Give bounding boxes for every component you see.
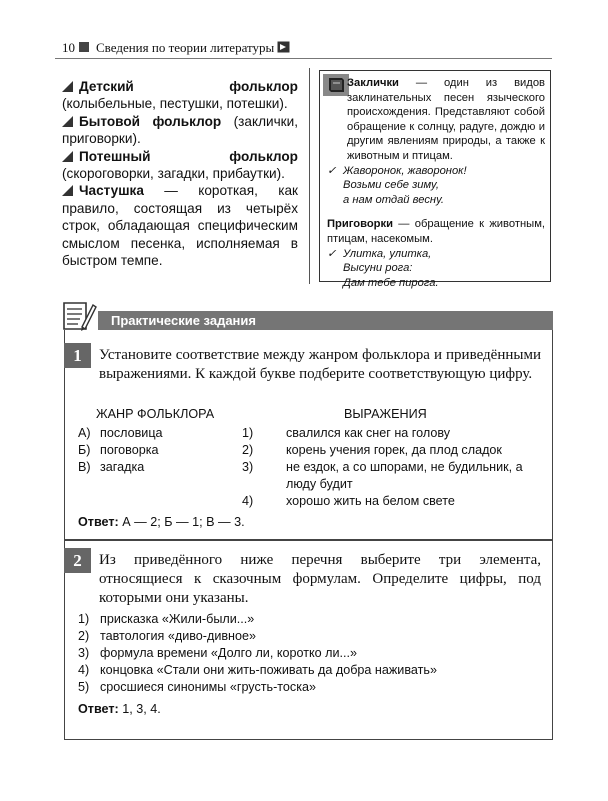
list-item: 3) формула времени «Долго ли, коротко ли...»	[78, 646, 358, 660]
zaklichki-definition: Заклички — один из видов заклинательных песен языческого происхождения. Представляют собой обращение к солнцу, радуге, дождю и другим явлениям природы, а также к животным и птицам.	[347, 77, 545, 162]
list-item: Частушка — короткая, как правило, состоящая из четырёх строк, обладающая специфическим смыслом песенка, исполняемая в быстром темпе.	[62, 183, 298, 269]
list-item: Потешный фольклор (скороговорки, загадки, прибаутки).	[62, 148, 298, 182]
list-item: 2) корень учения горек, да плод сладок	[242, 443, 502, 457]
triangle-bullet-icon	[62, 185, 73, 196]
list-item: Б) поговорка	[78, 443, 159, 457]
genre-column-header: ЖАНР ФОЛЬКЛОРА	[96, 407, 215, 421]
example-line: Дам тебе пирога.	[343, 276, 439, 289]
expressions-column-header: ВЫРАЖЕНИЯ	[344, 407, 427, 421]
example-line: а нам отдай весну.	[343, 193, 445, 206]
task2-question: Из приведённого ниже перечня выберите три элемента, относящиеся к сказочным формулам. Определите цифры, под которыми они указаны.	[99, 552, 541, 606]
header-square-marker	[79, 42, 89, 52]
example-line: ✓ Жаворонок, жаворонок!	[327, 164, 467, 177]
section-tab-icon	[277, 41, 290, 53]
example-line: Возьми себе зиму,	[343, 179, 439, 192]
practice-header-label: Практические задания	[111, 313, 256, 328]
genre-list	[78, 425, 163, 476]
column-divider	[309, 68, 310, 284]
list-item: 4) хорошо жить на белом свете	[242, 494, 455, 508]
list-item: 3) не ездок, а со шпорами, не будильник, а люду будит	[242, 460, 523, 491]
prigovorki-definition: Приговорки — обращение к животным, птицам, насекомым.	[327, 218, 545, 245]
running-header-title: Сведения по теории литературы	[96, 40, 275, 55]
list-item: 5) сросшиеся синонимы «грусть-тоска»	[78, 680, 317, 694]
triangle-bullet-icon	[62, 116, 73, 127]
task1-answer: Ответ: А — 2; Б — 1; В — 3.	[78, 515, 245, 529]
triangle-bullet-icon	[62, 151, 73, 162]
list-item: Бытовой фольклор (заклички, приговорки).	[62, 113, 299, 147]
header-rule	[55, 58, 552, 59]
page-number: 10	[62, 40, 75, 55]
task-divider	[64, 539, 553, 541]
notepad-pencil-icon	[60, 297, 98, 333]
list-item: В) загадка	[78, 460, 145, 474]
checkmark-icon: ✓	[327, 247, 337, 260]
list-item: А) пословица	[78, 426, 163, 440]
list-item: 2) тавтология «диво-дивное»	[78, 629, 257, 643]
task-number-badge: 1	[64, 343, 91, 368]
folklore-types-list	[62, 78, 298, 269]
example-line: ✓ Улитка, улитка,	[327, 247, 432, 260]
checkmark-icon: ✓	[327, 164, 337, 177]
expression-list	[242, 425, 549, 510]
definition-text	[327, 76, 545, 290]
triangle-bullet-icon	[62, 81, 73, 92]
task1-question: Установите соответствие между жанром фольклора и приведёнными выражениями. К каждой букве подберите соответствующую цифру.	[99, 347, 541, 382]
options-list	[78, 611, 437, 696]
list-item: 1) свалился как снег на голову	[242, 426, 451, 440]
task2-answer: Ответ: 1, 3, 4.	[78, 702, 161, 716]
list-item: 1) присказка «Жили-были...»	[78, 612, 255, 626]
list-item: 4) концовка «Стали они жить-поживать да добра наживать»	[78, 663, 437, 677]
task-number-badge: 2	[64, 548, 91, 573]
example-line: Высуни рога:	[343, 262, 413, 275]
list-item: Детский фольклор (колыбельные, пестушки, потешки).	[62, 79, 298, 112]
